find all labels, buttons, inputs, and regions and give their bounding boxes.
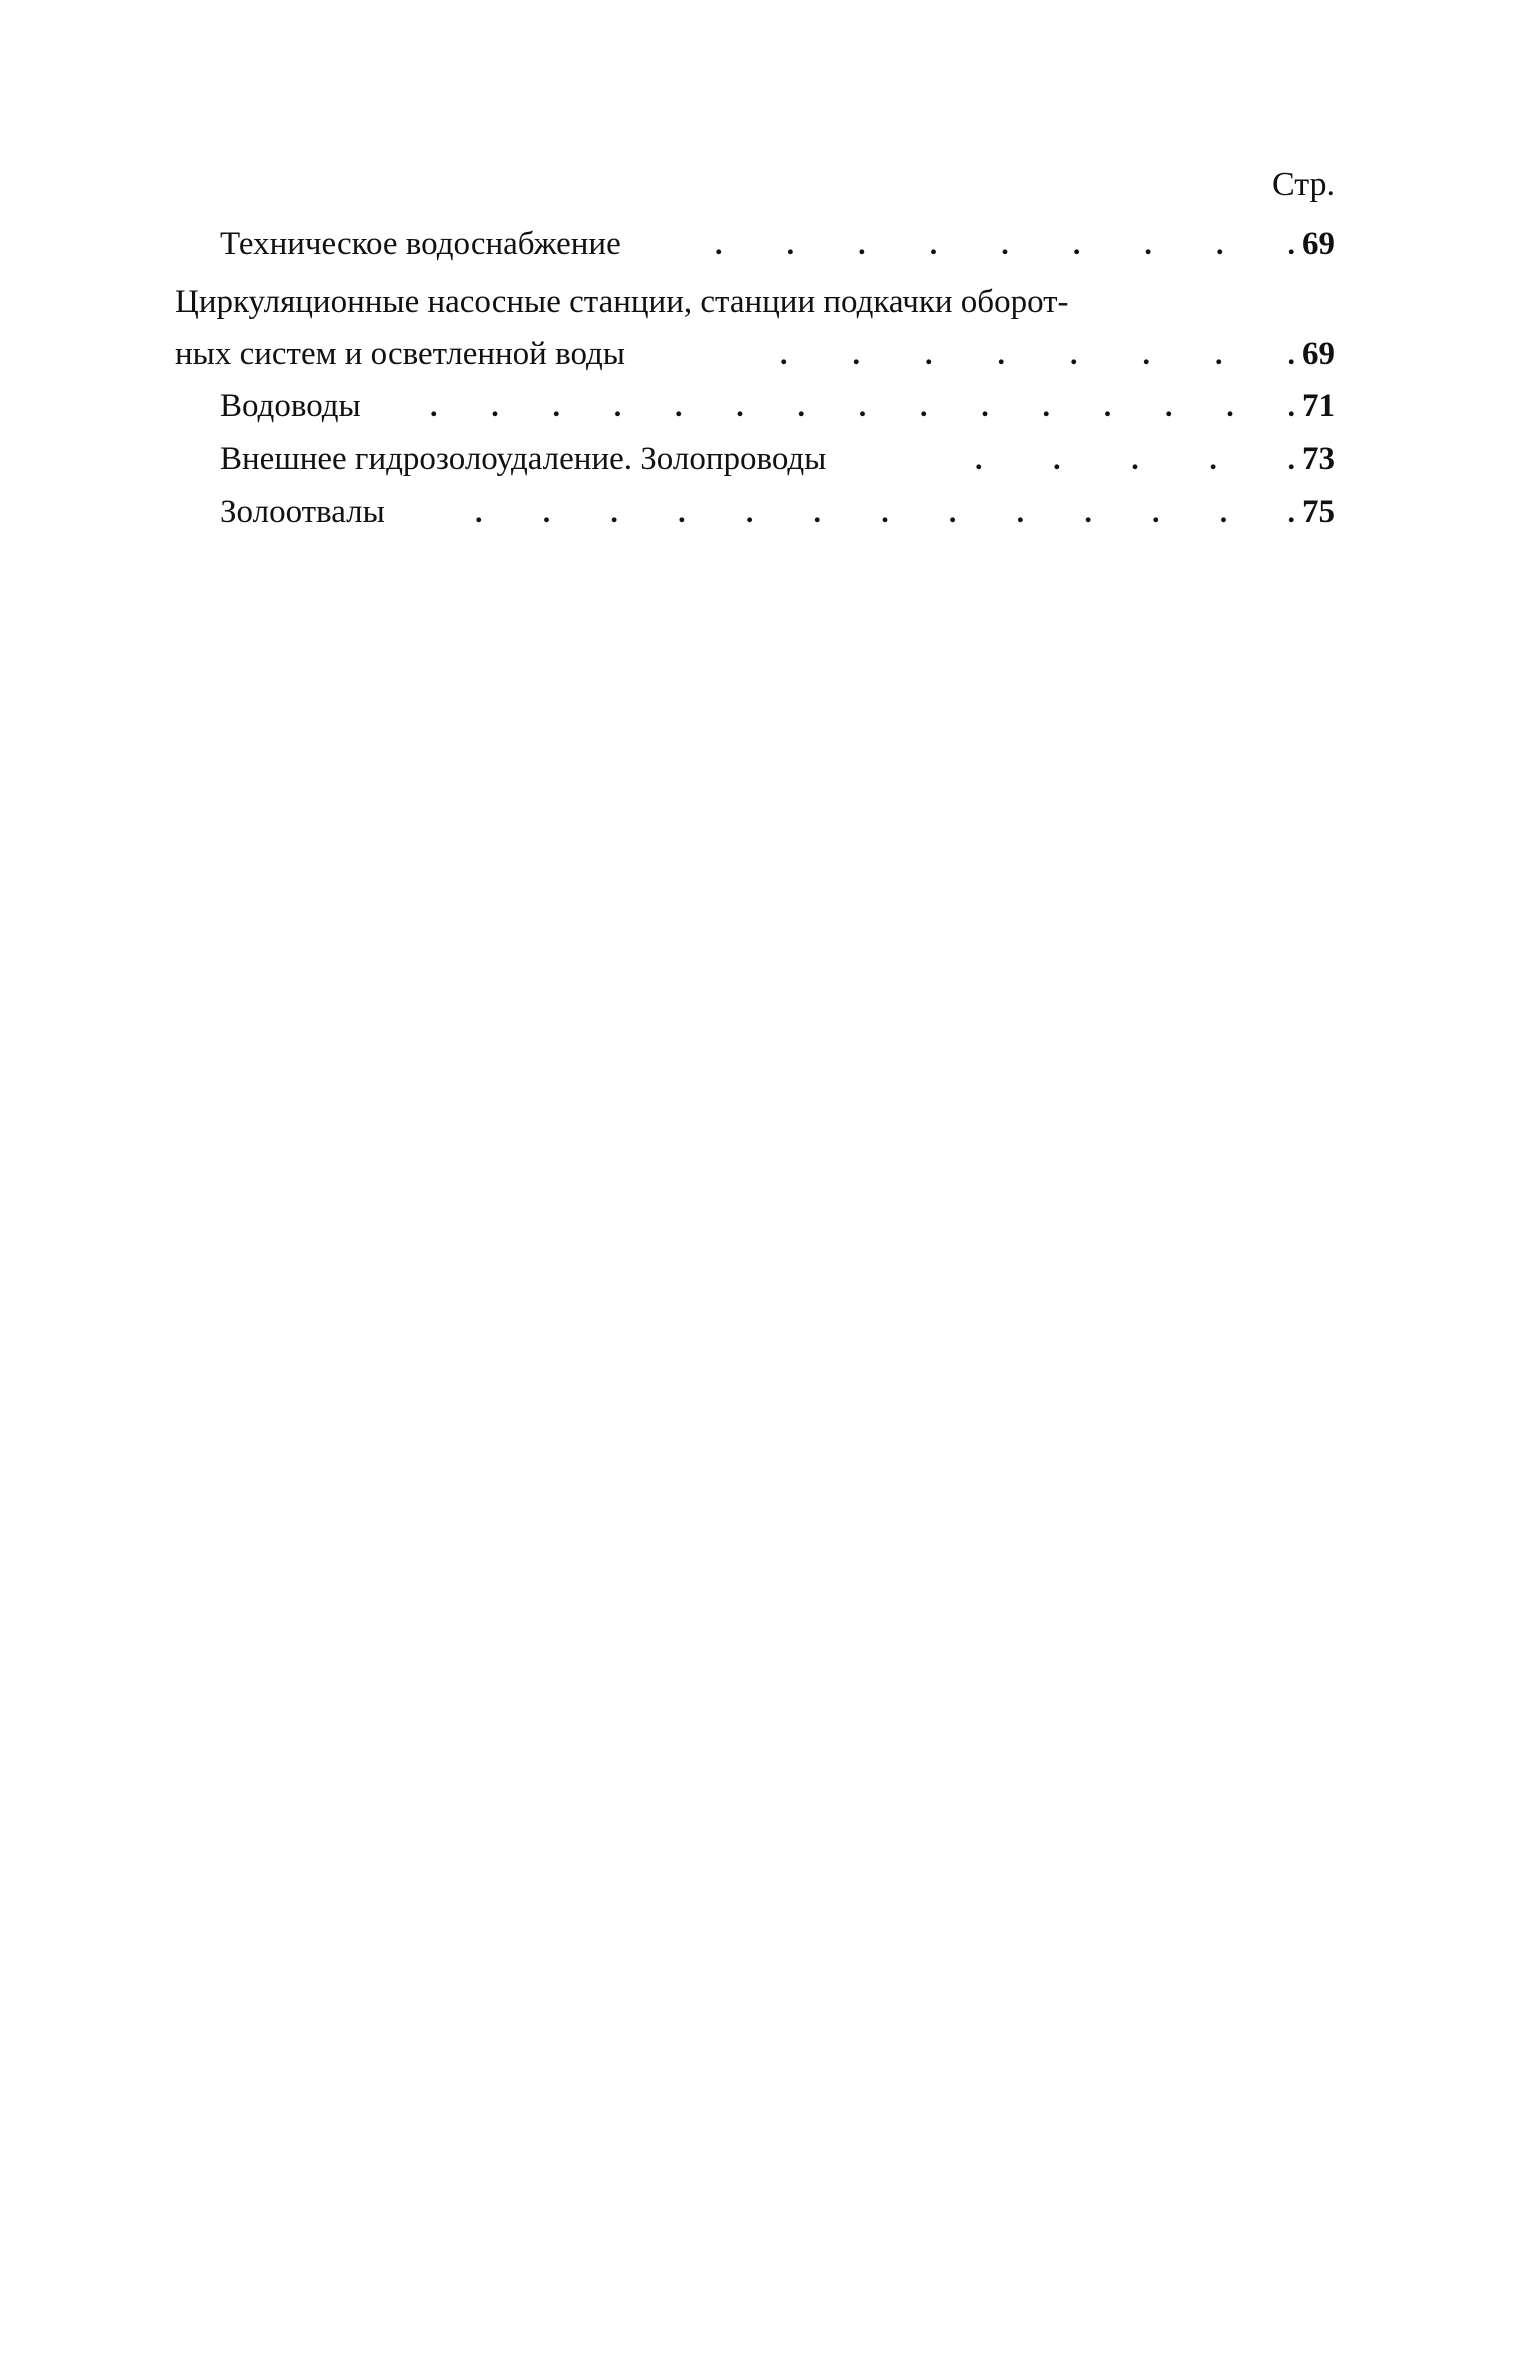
toc-entry-page: 75 [1302,494,1335,530]
toc-entry-title: Техническое водоснабжение [220,226,621,262]
toc-entry-title: Водоводы [220,388,361,424]
dot-leaders: . . . . . . . . . . . . . [475,496,1295,529]
dot-leaders: . . . . . . . . . . . . . . . [430,390,1295,423]
toc-entry-page: 69 [1302,336,1335,372]
toc-entry-page: 69 [1302,226,1335,262]
page-column-header: Стр. [1271,166,1335,203]
toc-entry-title: Внешнее гидрозолоудаление. Золопроводы [220,441,827,477]
toc-entry-page: 71 [1302,388,1335,424]
toc-entry-title: Золоотвалы [220,494,385,530]
toc-entry-title-line2: ных систем и осветленной воды [175,336,625,372]
toc-entry-title-line1: Циркуляционные насосные станции, станции подкачки оборот- [175,284,1069,320]
dot-leaders: . . . . . . . . [780,338,1295,371]
dot-leaders: . . . . . [975,443,1295,476]
dot-leaders: . . . . . . . . . [715,228,1295,261]
toc-entry-page: 73 [1302,441,1335,477]
